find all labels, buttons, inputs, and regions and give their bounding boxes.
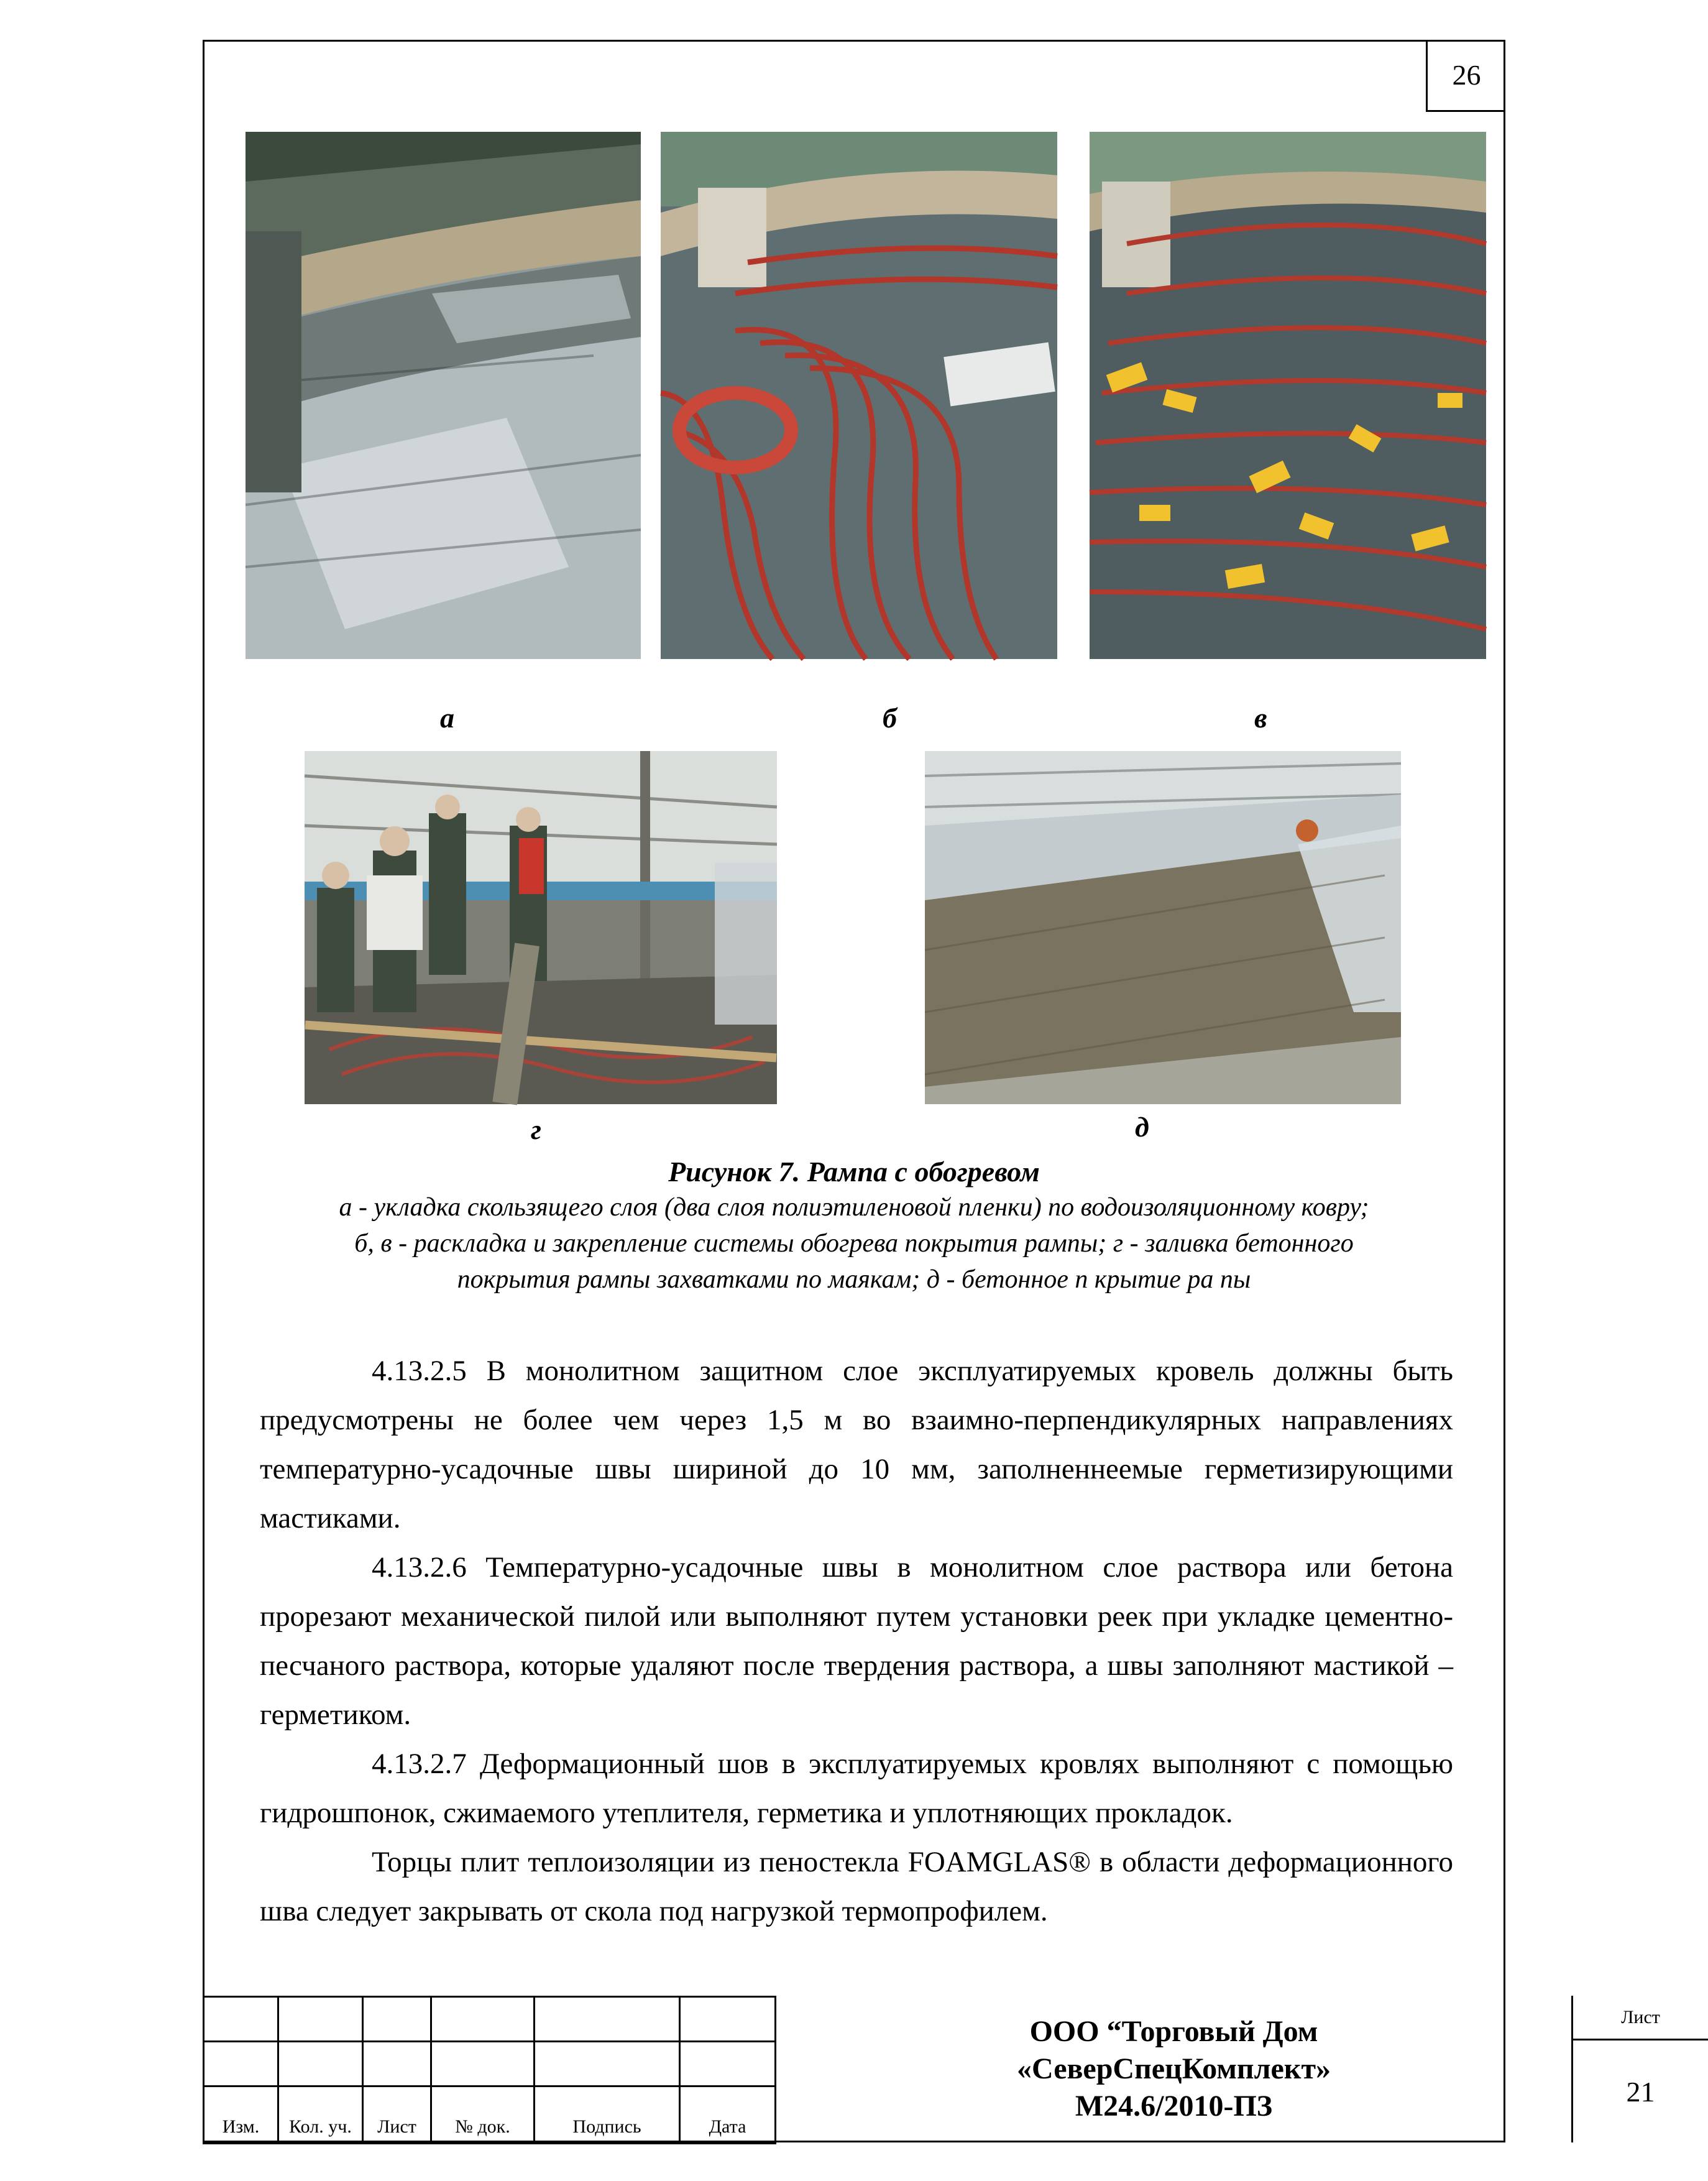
title-block-stamp bbox=[203, 1996, 1660, 2142]
photo-b bbox=[661, 132, 1057, 659]
figure-caption-line-1: а - укладка скользящего слоя (два слоя полиэтиленовой пленки) по водоизоляционному ковру; bbox=[339, 1193, 1369, 1222]
paragraph-4-13-2-6: 4.13.2.6 Температурно-усадочные швы в монолитном слое раствора или бетона прорезают механической пилой или выполняют путем установки реек при укладке цементно-песчаного раствора, которые удаляют после твердения раствора, а швы заполняют мастикой – герметиком. bbox=[260, 1551, 1453, 1731]
org-line-2: «СеверСпецКомплект» bbox=[1016, 2052, 1331, 2085]
sheet-box bbox=[1571, 1996, 1708, 2142]
figure-title: Рисунок 7. Рампа с обогревом bbox=[668, 1156, 1040, 1187]
header-signature: Подпись bbox=[535, 2086, 680, 2144]
figure-caption-line-3: покрытия рампы захватками по маякам; д - бетонное п крытие ра пы bbox=[457, 1265, 1251, 1294]
header-date: Дата bbox=[680, 2086, 776, 2144]
paragraph-foamglas: Торцы плит теплоизоляции из пеностекла FOAMGLAS® в области деформационного шва следует закрывать от скола под нагрузкой термопрофилем. bbox=[260, 1846, 1453, 1927]
org-line-1: ООО “Торговый Дом bbox=[1029, 2015, 1318, 2048]
body-text bbox=[260, 1347, 1453, 1936]
photo-v-label: в bbox=[1254, 702, 1267, 734]
header-kol-uch: Кол. уч. bbox=[278, 2086, 363, 2144]
header-list: Лист bbox=[363, 2086, 431, 2144]
document-code: М24.6/2010-ПЗ bbox=[1075, 2090, 1273, 2123]
photo-v bbox=[1090, 132, 1486, 659]
figure-caption-line-2: б, в - раскладка и закрепление системы обогрева покрытия рампы; г - заливка бетонного bbox=[354, 1229, 1354, 1258]
photo-d-label: д bbox=[1135, 1111, 1149, 1143]
photo-g-label: г bbox=[531, 1114, 541, 1145]
header-izm: Изм. bbox=[204, 2086, 278, 2144]
photo-a bbox=[246, 132, 641, 659]
page-number: 26 bbox=[1426, 40, 1505, 112]
paragraph-4-13-2-5: 4.13.2.5 В монолитном защитном слое эксплуатируемых кровель должны быть предусмотрены не более чем через 1,5 м во взаимно-перпендикулярных направлениях температурно-усадочные швы шириной до 10 мм, заполненнеемые герметизирующими мастиками. bbox=[260, 1355, 1453, 1534]
header-doc-number: № док. bbox=[431, 2086, 535, 2144]
photo-g bbox=[305, 751, 777, 1104]
sheet-number: 21 bbox=[1626, 2075, 1655, 2108]
revision-table bbox=[203, 1996, 776, 2144]
paragraph-4-13-2-7: 4.13.2.7 Деформационный шов в эксплуатируемых кровлях выполняют с помощью гидрошпонок, сжимаемого утеплителя, герметика и уплотняющих прокладок. bbox=[260, 1748, 1453, 1829]
sheet-label: Лист bbox=[1573, 1996, 1708, 2040]
organization-block bbox=[774, 1996, 1571, 2142]
photo-d bbox=[925, 751, 1401, 1104]
photo-b-label: б bbox=[883, 702, 897, 734]
photo-a-label: а bbox=[440, 702, 454, 734]
